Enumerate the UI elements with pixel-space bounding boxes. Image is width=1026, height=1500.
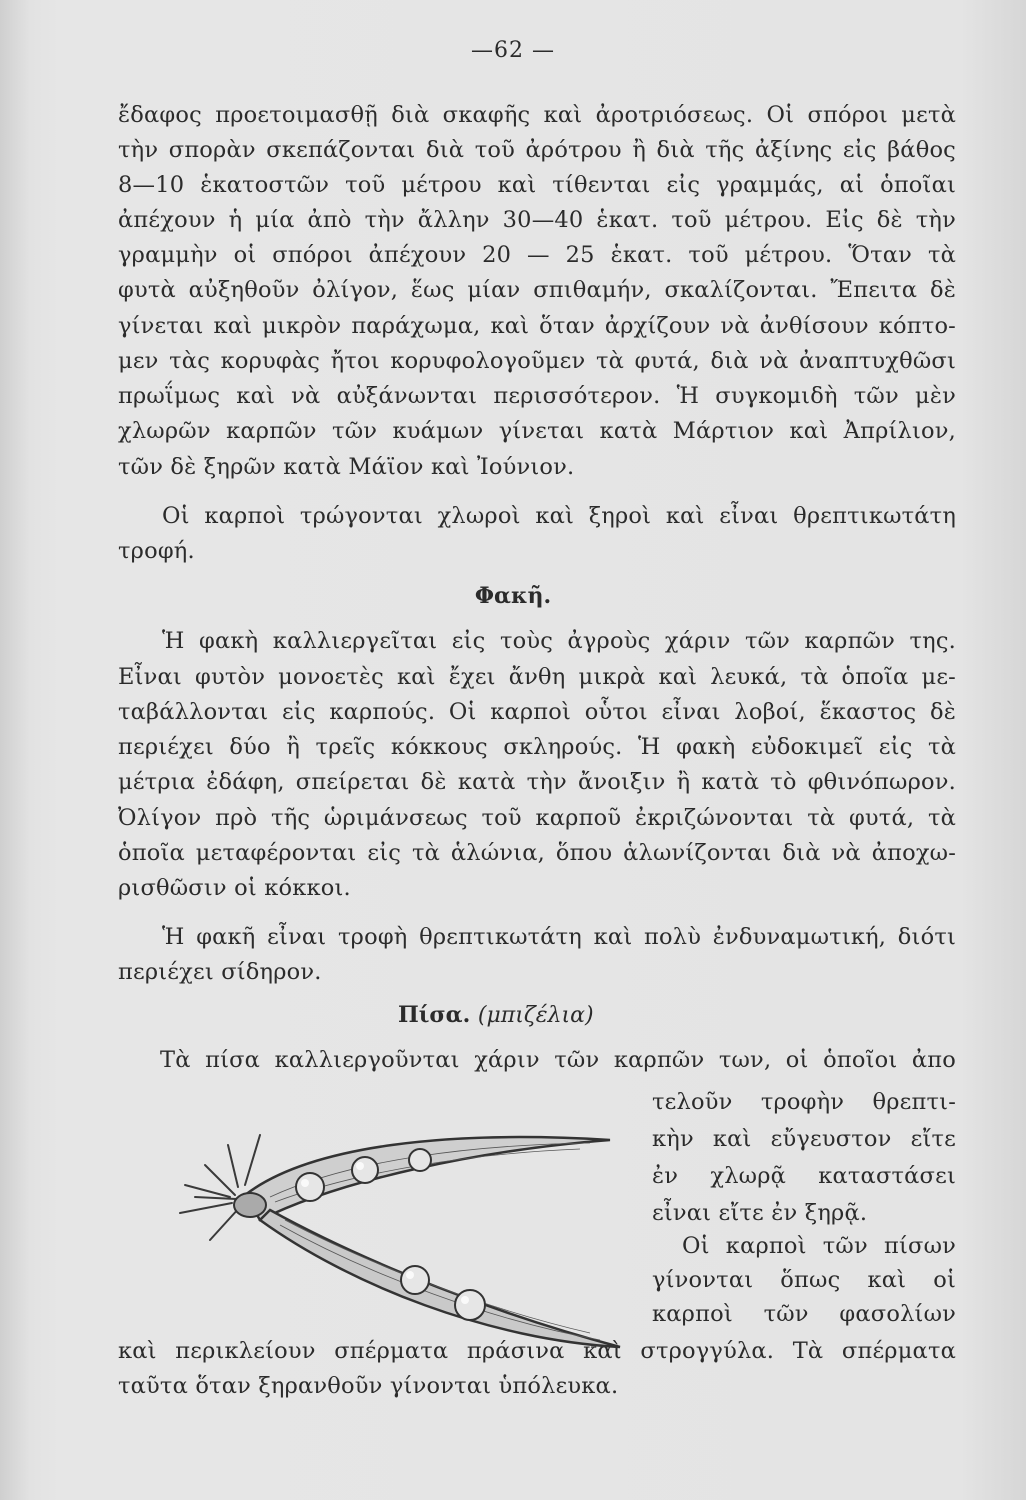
text-line: Τὰ πίσα καλλιεργοῦνται χάριν τῶν καρπῶν των, οἱ ὁποῖοι ἀπο: [160, 1047, 956, 1073]
text-line: περιέχει σίδηρον.: [118, 959, 322, 985]
section-heading-fakh: Φακῆ.: [474, 583, 552, 609]
heading-pisa-paren: (μπιζέλια): [477, 1003, 594, 1028]
text-line: κὴν καὶ εὔγευστον εἴτε: [652, 1126, 956, 1152]
text-line: καρποὶ τῶν φασολίων: [652, 1301, 956, 1327]
text-line: τῶν δὲ ξηρῶν κατὰ Μάϊον καὶ Ἰούνιον.: [118, 454, 575, 480]
text-line: ρισθῶσιν οἱ κόκκοι.: [118, 875, 351, 901]
text-line: γραμμὴν οἱ σπόροι ἀπέχουν 20 — 25 ἑκατ. τοῦ μέτρου. Ὅταν τὰ: [118, 242, 956, 268]
text-line: ταβάλλονται εἰς καρπούς. Οἱ καρποὶ οὗτοι εἶναι λοβοί, ἕκαστος δὲ: [118, 699, 956, 725]
text-line: Ἡ φακῆ εἶναι τροφὴ θρεπτικωτάτη καὶ πολὺ ἐνδυναμωτική, διότι: [162, 924, 956, 950]
page-number: —62 —: [471, 38, 555, 63]
section-heading-pisa: [398, 1002, 594, 1028]
text-line: μέτρια ἐδάφη, σπείρεται δὲ κατὰ τὴν ἄνοιξιν ἢ κατὰ τὸ φθινόπωρον.: [118, 769, 956, 795]
text-line: γίνονται ὅπως καὶ οἱ: [652, 1267, 956, 1293]
text-line: τροφή.: [118, 538, 195, 564]
pea-pod-icon: [150, 1125, 630, 1360]
text-line: ἀπέχουν ἡ μία ἀπὸ τὴν ἄλλην 30—40 ἑκατ. τοῦ μέτρου. Εἰς δὲ τὴν: [118, 207, 956, 233]
text-line: μεν τὰς κορυφὰς ἤτοι κορυφολογοῦμεν τὰ φυτά, διὰ νὰ ἀναπτυχθῶσι: [118, 348, 956, 374]
text-line: 8—10 ἑκατοστῶν τοῦ μέτρου καὶ τίθενται εἰς γραμμάς, αἱ ὁποῖαι: [118, 172, 956, 198]
text-line: εἶναι εἴτε ἐν ξηρᾷ.: [652, 1200, 868, 1226]
text-line: τελοῦν τροφὴν θρεπτι-: [652, 1089, 956, 1115]
text-line: ἐν χλωρᾷ καταστάσει: [652, 1163, 956, 1189]
text-line: γίνεται καὶ μικρὸν παράχωμα, καὶ ὅταν ἀρχίζουν νὰ ἀνθίσουν κόπτο-: [118, 313, 956, 339]
text-line: Ἡ φακὴ καλλιεργεῖται εἰς τοὺς ἀγροὺς χάριν τῶν καρπῶν της.: [162, 628, 956, 654]
text-line: ταῦτα ὅταν ξηρανθοῦν γίνονται ὑπόλευκα.: [118, 1373, 619, 1399]
text-line: ἔδαφος προετοιμασθῇ διὰ σκαφῆς καὶ ἀροτριόσεως. Οἱ σπόροι μετὰ: [118, 102, 956, 128]
text-line: Οἱ καρποὶ τῶν πίσων: [682, 1233, 956, 1259]
text-line: φυτὰ αὐξηθοῦν ὀλίγον, ἕως μίαν σπιθαμήν, σκαλίζονται. Ἔπειτα δὲ: [118, 277, 956, 303]
text-line: Ὀλίγον πρὸ τῆς ὡριμάνσεως τοῦ καρποῦ ἐκριζώνονται τὰ φυτά, τὰ: [118, 805, 956, 831]
heading-pisa-title: Πίσα.: [398, 1002, 471, 1028]
text-line: Οἱ καρποὶ τρώγονται χλωροὶ καὶ ξηροὶ καὶ εἶναι θρεπτικωτάτη: [162, 503, 956, 529]
text-line: περιέχει δύο ἢ τρεῖς κόκκους σκληρούς. Ἡ φακὴ εὐδοκιμεῖ εἰς τὰ: [118, 734, 956, 760]
text-line: χλωρῶν καρπῶν τῶν κυάμων γίνεται κατὰ Μάρτιον καὶ Ἀπρίλιον,: [118, 418, 956, 444]
text-line: τὴν σπορὰν σκεπάζονται διὰ τοῦ ἀρότρου ἢ διὰ τῆς ἀξίνης εἰς βάθος: [118, 137, 956, 163]
text-line: πρωΐμως καὶ νὰ αὐξάνωνται περισσότερον. Ἡ συγκομιδὴ τῶν μὲν: [118, 383, 956, 409]
text-line: καὶ περικλείουν σπέρματα πράσινα καὶ στρογγύλα. Τὰ σπέρματα: [118, 1338, 956, 1364]
text-line: Εἶναι φυτὸν μονοετὲς καὶ ἔχει ἄνθη μικρὰ καὶ λευκά, τὰ ὁποῖα με-: [118, 664, 956, 690]
text-line: ὁποῖα μεταφέρονται εἰς τὰ ἁλώνια, ὅπου ἁλωνίζονται διὰ νὰ ἀποχω-: [118, 840, 956, 866]
